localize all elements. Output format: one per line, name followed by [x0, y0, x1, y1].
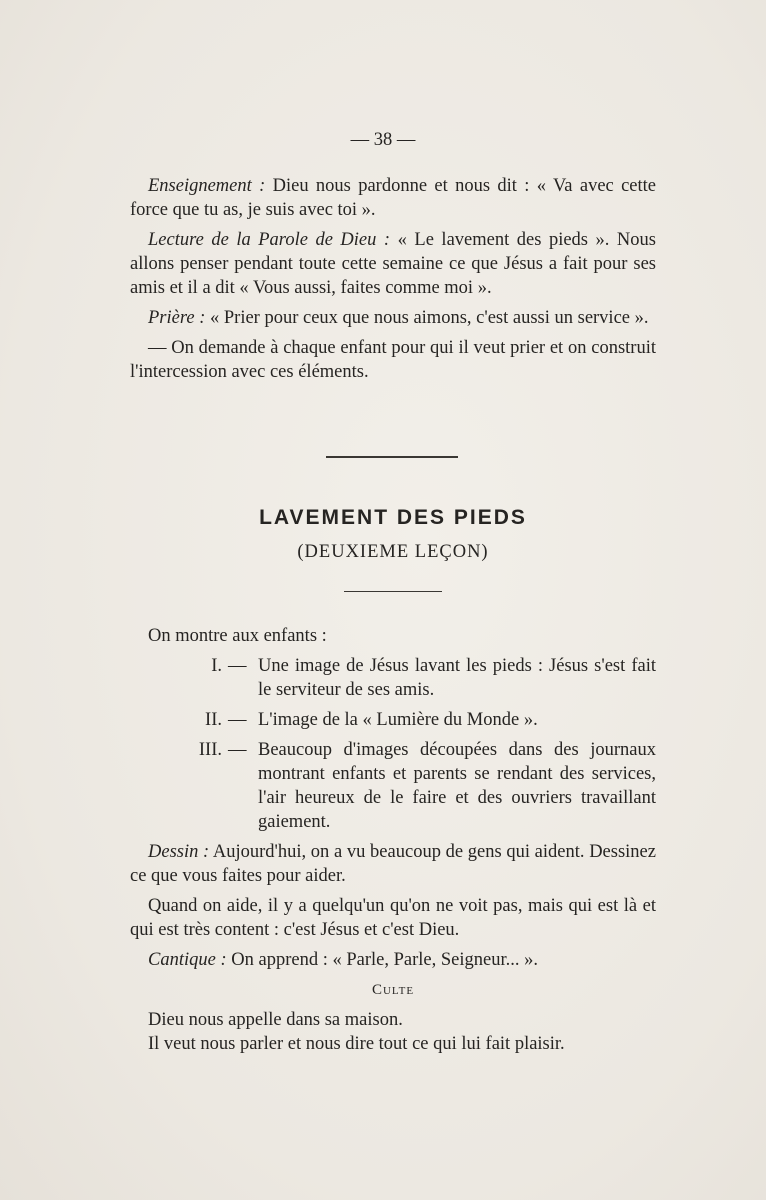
enseignement-label: Enseignement : — [148, 176, 266, 196]
list-item — [130, 654, 656, 702]
enseignement-text: Dieu nous pardonne et nous dit : « Va avec cette force que tu as, je suis avec toi ». — [130, 176, 656, 220]
list-item — [130, 738, 656, 834]
lecture-paragraph — [130, 228, 656, 300]
culte-line: Il veut nous parler et nous dire tout ce qui lui fait plaisir. — [148, 1034, 565, 1054]
item-number: I. — [211, 656, 222, 676]
page-number: — 38 — — [350, 130, 416, 150]
intro-line: On montre aux enfants : — [148, 626, 327, 646]
section-title: LAVEMENT DES PIEDS — [259, 506, 527, 529]
lecture-label: Lecture de la Parole de Dieu : — [148, 230, 391, 250]
intro-section — [130, 174, 656, 384]
priere-text: « Prier pour ceux que nous aimons, c'est aussi un service ». — [205, 308, 649, 328]
item-dash: — — [228, 740, 247, 760]
lesson-section — [130, 624, 656, 1056]
culte-heading: Culte — [371, 982, 415, 998]
item-dash: — — [228, 710, 247, 730]
priere-paragraph — [130, 306, 656, 330]
item-number: II. — [205, 710, 222, 730]
item-number: III. — [198, 740, 222, 760]
item-dash: — — [228, 656, 247, 676]
culte-line: Dieu nous appelle dans sa maison. — [148, 1010, 403, 1030]
list-item — [130, 708, 656, 732]
cantique-label: Cantique : — [148, 950, 227, 970]
cantique-text: On apprend : « Parle, Parle, Seigneur... ». — [226, 950, 538, 970]
item-text: Beaucoup d'images découpées dans des journaux montrant enfants et parents se rendant des services, l'air heureux de le faire et des ouvriers travaillant gaiement. — [258, 740, 656, 832]
lecture-text: « Le lavement des pieds ». Nous allons penser pendant toute cette semaine ce que Jésus a fait pour ses amis et il a dit « Vous aussi, faites comme moi ». — [130, 230, 656, 298]
intercession-paragraph: — On demande à chaque enfant pour qui il veut prier et on construit l'intercession avec ces éléments. — [130, 338, 656, 382]
item-text: L'image de la « Lumière du Monde ». — [258, 710, 538, 730]
cantique-paragraph — [130, 948, 656, 972]
subtitle-rule — [344, 591, 442, 592]
priere-label: Prière : — [148, 308, 206, 328]
dessin-text: Aujourd'hui, on a vu beaucoup de gens qui aident. Dessinez ce que vous faites pour aider. — [130, 842, 656, 886]
item-text: Une image de Jésus lavant les pieds : Jésus s'est fait le serviteur de ses amis. — [258, 656, 656, 700]
quand-paragraph: Quand on aide, il y a quelqu'un qu'on ne voit pas, mais qui est là et qui est très content : c'est Jésus et c'est Dieu. — [130, 896, 656, 940]
dessin-label: Dessin : — [148, 842, 210, 862]
enseignement-paragraph — [130, 174, 656, 222]
section-divider — [326, 456, 458, 458]
section-subtitle: (DEUXIEME LEÇON) — [297, 542, 489, 562]
dessin-paragraph — [130, 840, 656, 888]
